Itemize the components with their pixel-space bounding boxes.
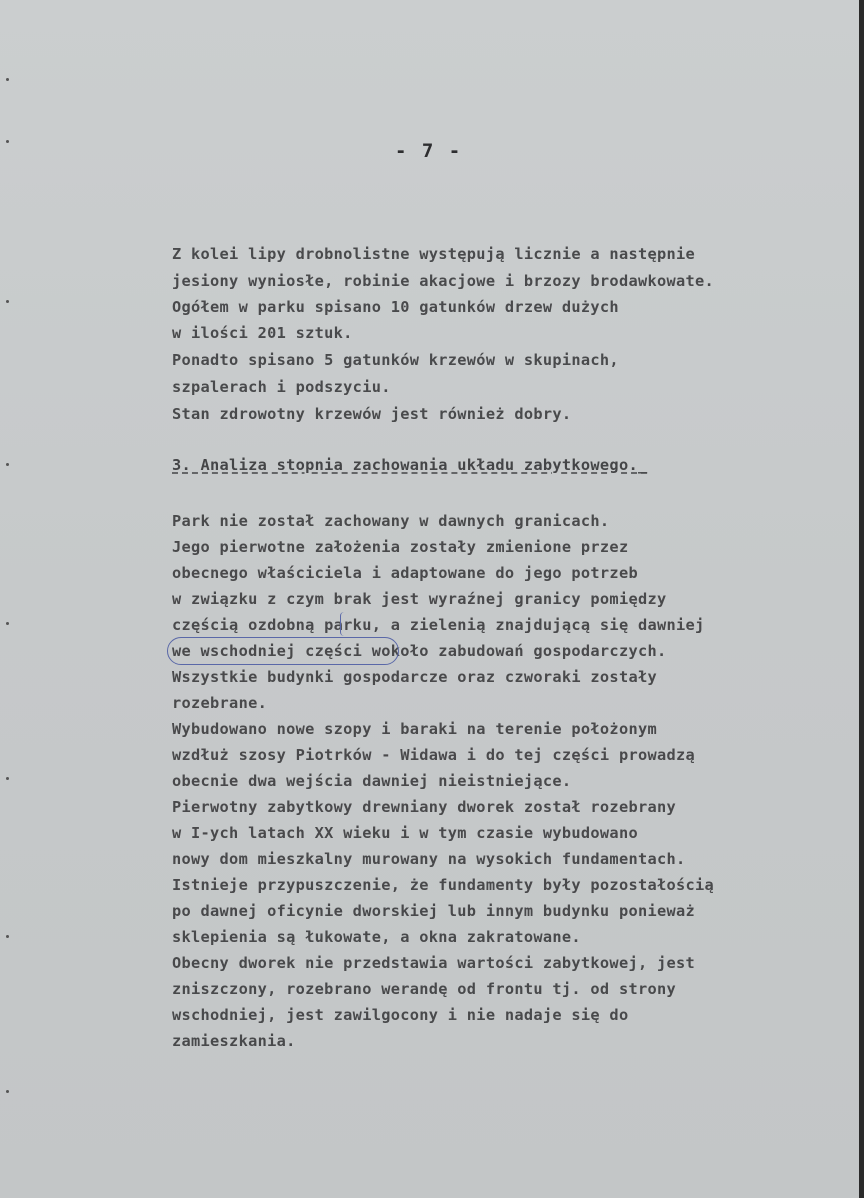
text-line: sklepienia są łukowate, a okna zakratowane.: [172, 928, 581, 946]
text-line: Pierwotny zabytkowy drewniany dworek został rozebrany: [172, 798, 677, 816]
text-line: częścią ozdobną parku, a zielenią znajdującą się dawniej: [172, 616, 705, 634]
text-line: zniszczony, rozebrano werandę od frontu tj. od strony: [172, 980, 677, 998]
text-line: Obecny dworek nie przedstawia wartości zabytkowej, jest: [172, 954, 696, 972]
text-line: Ponadto spisano 5 gatunków krzewów w skupinach,: [172, 351, 619, 369]
text-line: wschodniej, jest zawilgocony i nie nadaje się do: [172, 1006, 629, 1024]
punch-hole-mark: [6, 1090, 9, 1093]
text-line: w I-ych latach XX wieku i w tym czasie wybudowano: [172, 824, 638, 842]
punch-hole-mark: [6, 463, 9, 466]
page-number: - 7 -: [395, 140, 463, 162]
text-line: zamieszkania.: [172, 1032, 296, 1050]
text-line: Ogółem w parku spisano 10 gatunków drzew dużych: [172, 298, 619, 316]
punch-hole-mark: [6, 777, 9, 780]
punch-hole-mark: [6, 622, 9, 625]
text-line: szpalerach i podszyciu.: [172, 378, 391, 396]
text-line: jesiony wyniosłe, robinie akacjowe i brzozy brodawkowate.: [172, 272, 715, 290]
text-line: nowy dom mieszkalny murowany na wysokich fundamentach.: [172, 850, 686, 868]
pen-annotation-circle: [167, 637, 399, 665]
text-line: Wybudowano nowe szopy i baraki na terenie położonym: [172, 720, 657, 738]
page-edge-shadow: [859, 0, 864, 1198]
text-line: Z kolei lipy drobnolistne występują licznie a następnie: [172, 245, 696, 263]
text-line: po dawnej oficynie dworskiej lub innym budynku ponieważ: [172, 902, 696, 920]
text-line: rozebrane.: [172, 694, 268, 712]
text-line: obecnie dwa wejścia dawniej nieistniejące.: [172, 772, 572, 790]
text-line: Jego pierwotne założenia zostały zmienione przez: [172, 538, 629, 556]
text-line: obecnego właściciela i adaptowane do jego potrzeb: [172, 564, 638, 582]
punch-hole-mark: [6, 300, 9, 303]
text-line: Stan zdrowotny krzewów jest również dobry.: [172, 405, 572, 423]
pen-annotation-bracket: [340, 612, 348, 636]
text-line: we wschodniej części wokoło zabudowań gospodarczych.: [172, 642, 667, 660]
text-line: Park nie został zachowany w dawnych granicach.: [172, 512, 610, 530]
text-line: Wszystkie budynki gospodarcze oraz czworaki zostały: [172, 668, 657, 686]
punch-hole-mark: [6, 78, 9, 81]
text-line: w związku z czym brak jest wyraźnej granicy pomiędzy: [172, 590, 667, 608]
text-line: w ilości 201 sztuk.: [172, 324, 353, 342]
section-heading: 3. Analiza stopnia zachowania układu zabytkowego._: [172, 456, 648, 474]
punch-hole-mark: [6, 140, 9, 143]
text-line: wzdłuż szosy Piotrków - Widawa i do tej części prowadzą: [172, 746, 696, 764]
punch-hole-mark: [6, 935, 9, 938]
text-line: Istnieje przypuszczenie, że fundamenty były pozostałością: [172, 876, 715, 894]
